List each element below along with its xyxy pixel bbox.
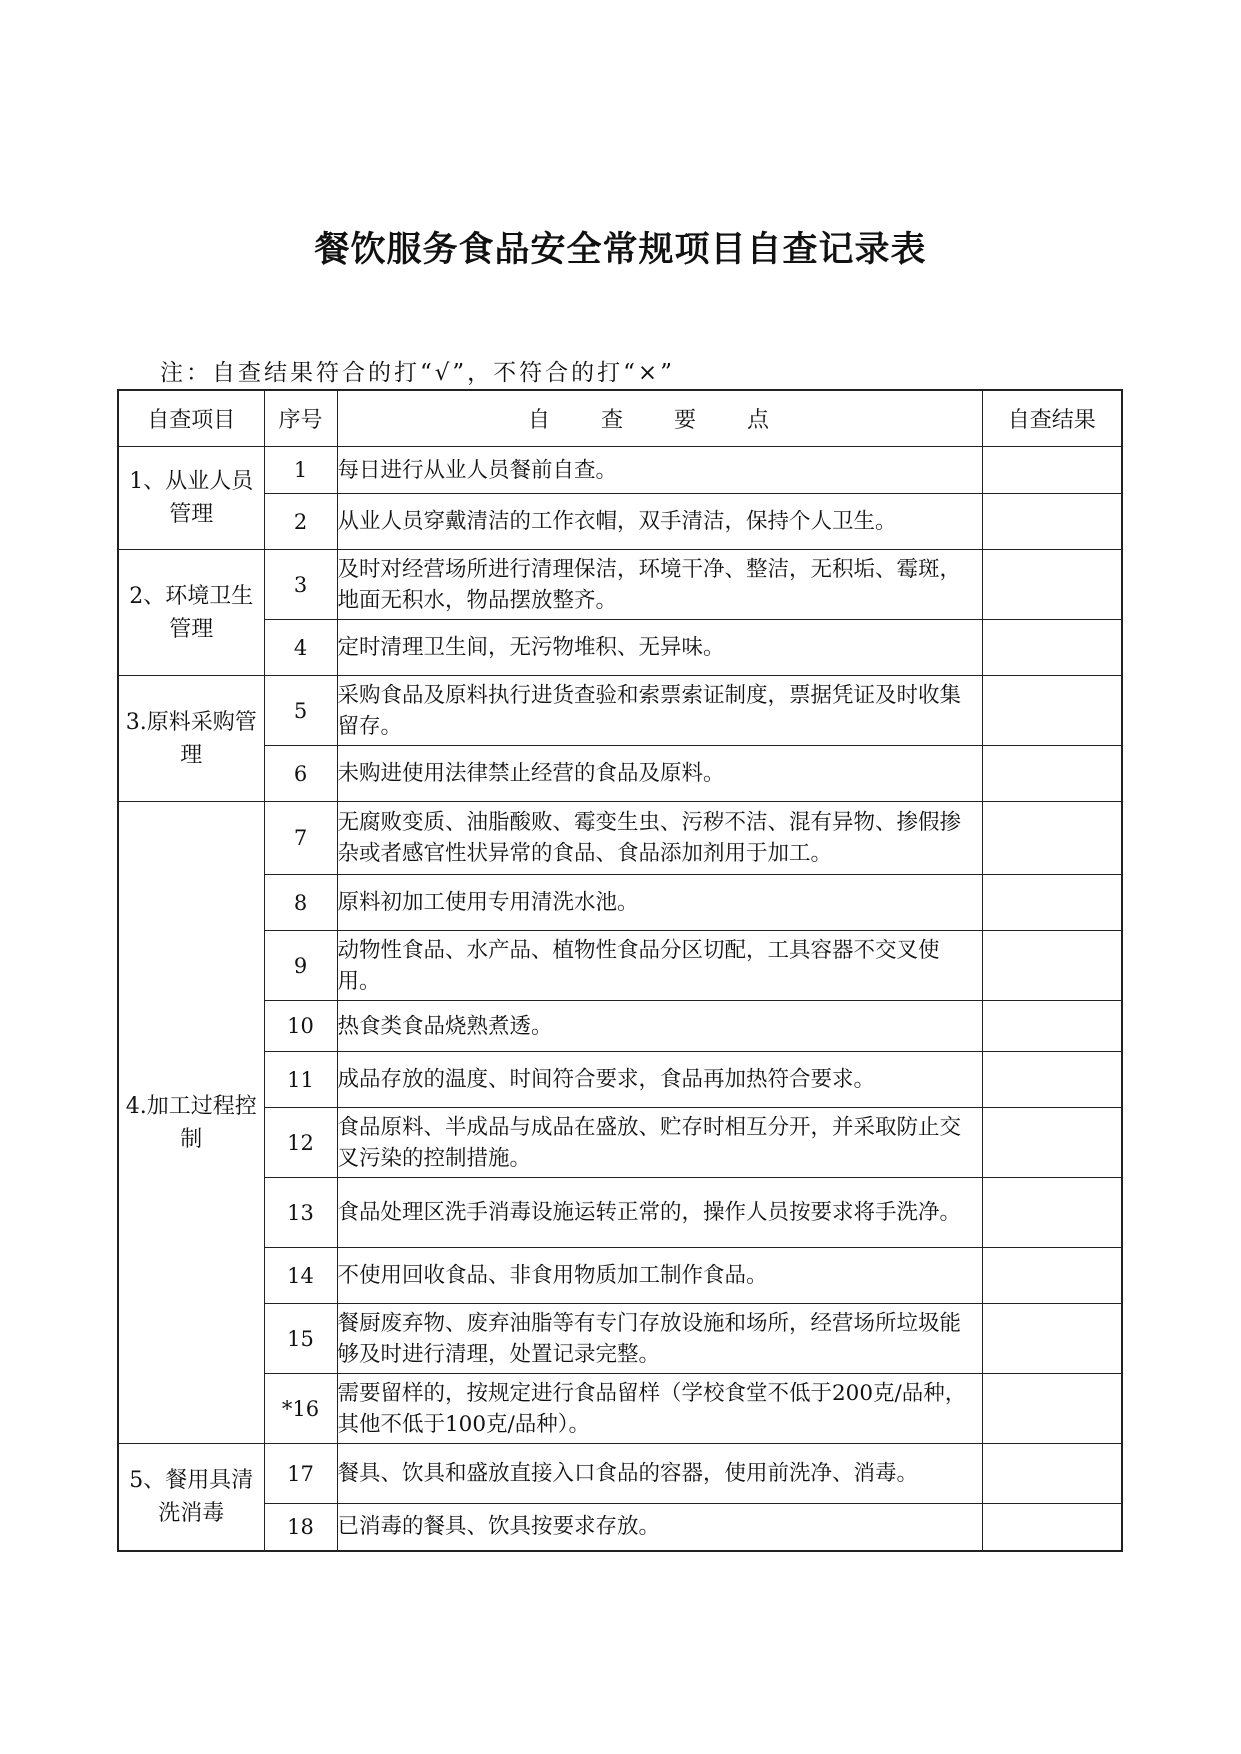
row-number: 17 <box>264 1444 337 1504</box>
header-number: 序号 <box>264 390 337 447</box>
row-number: 7 <box>264 802 337 875</box>
table-row <box>118 1108 1122 1178</box>
category-cell: 2、环境卫生管理 <box>118 550 264 676</box>
result-cell[interactable] <box>982 1178 1122 1248</box>
result-cell[interactable] <box>982 875 1122 931</box>
row-number: 18 <box>264 1504 337 1551</box>
row-number: 1 <box>264 447 337 494</box>
check-point: 采购食品及原料执行进货查验和索票索证制度，票据凭证及时收集留存。 <box>337 676 982 746</box>
check-point: 餐厨废弃物、废弃油脂等有专门存放设施和场所，经营场所垃圾能够及时进行清理，处置记录完整。 <box>337 1304 982 1374</box>
category-cell: 3.原料采购管理 <box>118 676 264 802</box>
check-point: 及时对经营场所进行清理保洁，环境干净、整洁，无积垢、霉斑，地面无积水，物品摆放整齐。 <box>337 550 982 620</box>
result-cell[interactable] <box>982 494 1122 550</box>
header-category: 自查项目 <box>118 390 264 447</box>
table-row <box>118 1248 1122 1304</box>
table-row <box>118 802 1122 875</box>
check-point: 餐具、饮具和盛放直接入口食品的容器，使用前洗净、消毒。 <box>337 1444 982 1504</box>
row-number: 10 <box>264 1001 337 1052</box>
result-cell[interactable] <box>982 676 1122 746</box>
result-cell[interactable] <box>982 620 1122 676</box>
check-point: 需要留样的，按规定进行食品留样（学校食堂不低于200克/品种，其他不低于100克/品种）。 <box>337 1374 982 1444</box>
check-point: 已消毒的餐具、饮具按要求存放。 <box>337 1504 982 1551</box>
table-row <box>118 1178 1122 1248</box>
category-cell: 5、餐用具清洗消毒 <box>118 1444 264 1551</box>
table-row <box>118 1001 1122 1052</box>
row-number: 8 <box>264 875 337 931</box>
result-cell[interactable] <box>982 550 1122 620</box>
table-row <box>118 875 1122 931</box>
table-row <box>118 1052 1122 1108</box>
result-cell[interactable] <box>982 1444 1122 1504</box>
table-row <box>118 620 1122 676</box>
row-number: 11 <box>264 1052 337 1108</box>
row-number: 13 <box>264 1178 337 1248</box>
check-point: 原料初加工使用专用清洗水池。 <box>337 875 982 931</box>
row-number: 2 <box>264 494 337 550</box>
instruction-note: 注：自查结果符合的打“√”，不符合的打“×” <box>160 360 675 386</box>
table-row <box>118 931 1122 1001</box>
row-number: 12 <box>264 1108 337 1178</box>
result-cell[interactable] <box>982 802 1122 875</box>
result-cell[interactable] <box>982 1001 1122 1052</box>
row-number: *16 <box>264 1374 337 1444</box>
result-cell[interactable] <box>982 1374 1122 1444</box>
row-number: 4 <box>264 620 337 676</box>
row-number: 15 <box>264 1304 337 1374</box>
result-cell[interactable] <box>982 746 1122 802</box>
table-row <box>118 746 1122 802</box>
table-row <box>118 1444 1122 1504</box>
header-row <box>118 390 1122 447</box>
result-cell[interactable] <box>982 447 1122 494</box>
check-point: 食品处理区洗手消毒设施运转正常的，操作人员按要求将手洗净。 <box>337 1178 982 1248</box>
result-cell[interactable] <box>982 1052 1122 1108</box>
table-row <box>118 1304 1122 1374</box>
check-point: 无腐败变质、油脂酸败、霉变生虫、污秽不洁、混有异物、掺假掺杂或者感官性状异常的食品、食品添加剂用于加工。 <box>337 802 982 875</box>
check-point: 动物性食品、水产品、植物性食品分区切配，工具容器不交叉使用。 <box>337 931 982 1001</box>
row-number: 3 <box>264 550 337 620</box>
check-point: 热食类食品烧熟煮透。 <box>337 1001 982 1052</box>
table-row <box>118 550 1122 620</box>
result-cell[interactable] <box>982 931 1122 1001</box>
category-cell: 1、从业人员管理 <box>118 447 264 550</box>
table-row <box>118 447 1122 494</box>
check-point: 从业人员穿戴清洁的工作衣帽，双手清洁，保持个人卫生。 <box>337 494 982 550</box>
header-points: 自 查 要 点 <box>337 390 982 447</box>
result-cell[interactable] <box>982 1248 1122 1304</box>
row-number: 14 <box>264 1248 337 1304</box>
check-point: 每日进行从业人员餐前自查。 <box>337 447 982 494</box>
result-cell[interactable] <box>982 1304 1122 1374</box>
table-row <box>118 494 1122 550</box>
row-number: 9 <box>264 931 337 1001</box>
check-point: 未购进使用法律禁止经营的食品及原料。 <box>337 746 982 802</box>
check-point: 成品存放的温度、时间符合要求，食品再加热符合要求。 <box>337 1052 982 1108</box>
check-point: 不使用回收食品、非食用物质加工制作食品。 <box>337 1248 982 1304</box>
header-result: 自查结果 <box>982 390 1122 447</box>
category-cell: 4.加工过程控制 <box>118 802 264 1444</box>
self-check-table <box>117 389 1123 1552</box>
table-row <box>118 1374 1122 1444</box>
page-title: 餐饮服务食品安全常规项目自查记录表 <box>314 230 927 270</box>
check-point: 定时清理卫生间，无污物堆积、无异味。 <box>337 620 982 676</box>
check-point: 食品原料、半成品与成品在盛放、贮存时相互分开，并采取防止交叉污染的控制措施。 <box>337 1108 982 1178</box>
row-number: 5 <box>264 676 337 746</box>
table-row <box>118 1504 1122 1551</box>
table-row <box>118 676 1122 746</box>
result-cell[interactable] <box>982 1108 1122 1178</box>
row-number: 6 <box>264 746 337 802</box>
result-cell[interactable] <box>982 1504 1122 1551</box>
